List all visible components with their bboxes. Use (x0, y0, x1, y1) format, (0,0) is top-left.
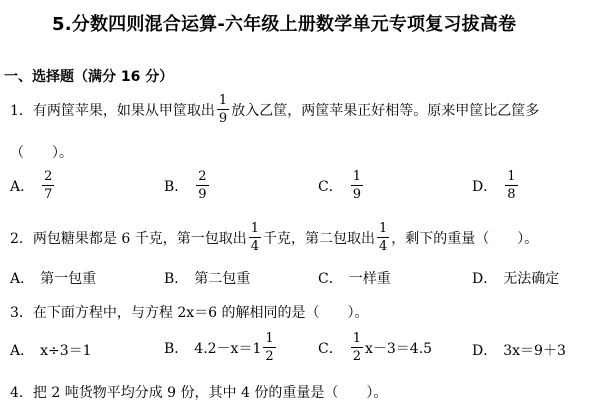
question-4: 4．把 2 吨货物平均分成 9 份，其中 4 份的重量是（ ）。 (10, 385, 388, 401)
q1-option-a[interactable]: A． $\frac{2}{7}$ (10, 169, 53, 202)
q3-option-a[interactable]: A． x÷3＝1 (10, 343, 92, 359)
question-1-blank: （ ）。 (10, 145, 73, 161)
question-1 (10, 94, 539, 125)
q3-option-b[interactable]: B． 4.2－x＝1 $\frac{1}{2}$ (164, 331, 274, 364)
question-2: 2．两包糖果都是 6 千克，第一包取出 $\frac{1}{4}$ 千克，第二包取出 $\frac{1}{4}$ ，剩下的重量（ ）。 (10, 221, 539, 254)
page-title: 5.分数四则混合运算-六年级上册数学单元专项复习拔高卷 (52, 14, 517, 35)
q1-option-b[interactable]: B． $\frac{2}{9}$ (164, 169, 207, 202)
fraction: $\frac{1}{2}$ (265, 331, 274, 364)
fraction: $\frac{2}{7}$ (44, 169, 53, 202)
q2-option-c[interactable]: C． 一样重 (318, 271, 391, 287)
q2-option-b[interactable]: B． 第二包重 (164, 271, 251, 287)
fraction: $\frac{1}{4}$ (379, 221, 388, 254)
fraction: $\frac{1}{9}$ (218, 93, 228, 126)
q3-option-d[interactable]: D． 3x＝9＋3 (472, 343, 566, 359)
fraction: $\frac{1}{4}$ (250, 221, 259, 254)
fraction: $\frac{2}{9}$ (198, 169, 207, 202)
fraction: $\frac{1}{2}$ (352, 331, 361, 364)
q1-option-c[interactable]: C． $\frac{1}{9}$ (318, 169, 361, 202)
q2-option-d[interactable]: D． 无法确定 (472, 271, 560, 287)
question-1-text-post: 放入乙筐，两筐苹果正好相等。原来甲筐比乙筐多 (231, 102, 540, 119)
section-heading: 一、选择题（满分 16 分） (4, 69, 174, 85)
q2-option-a[interactable]: A． 第一包重 (10, 271, 97, 287)
fraction: $\frac{1}{8}$ (507, 169, 516, 202)
q3-option-c[interactable]: C． $\frac{1}{2}$ x－3＝4.5 (318, 331, 433, 364)
question-1-text-pre: 1．有两筐苹果，如果从甲筐取出 (10, 102, 215, 119)
question-3: 3．在下面方程中，与方程 2x＝6 的解相同的是（ ）。 (10, 305, 369, 321)
fraction: $\frac{1}{9}$ (352, 169, 361, 202)
q1-option-d[interactable]: D． $\frac{1}{8}$ (472, 169, 516, 202)
